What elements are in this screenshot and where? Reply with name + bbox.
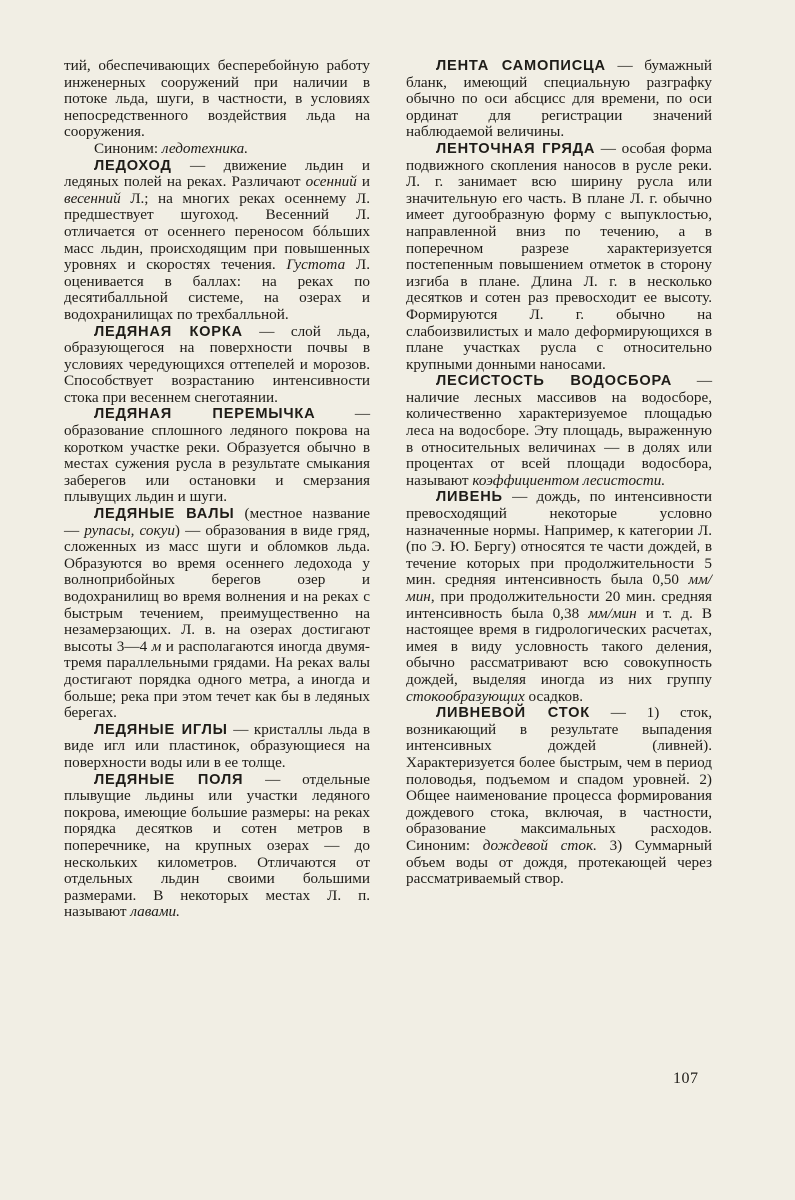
entry-ledyanye-polya: ЛЕДЯНЫЕ ПОЛЯ — отдельные плывущие льдины или участки ледяного покрова, имеющие большие размеры: на реках порядка десятков и сотен метров в поперечнике, на крупных озерах — до нескольких километров. Отличаются от отдельных льдин своими большими размерами. В некоторых местах Л. п. называют лавами. bbox=[64, 770, 370, 921]
entry-lentochnaya-gryada: ЛЕНТОЧНАЯ ГРЯДА — особая форма подвижного скопления наносов в русле реки. Л. г. занимает всю ширину русла или значительную его часть. В плане Л. г. обычно имеет дугообразную форму с выпуклостью, направленной вниз по течению, а в поперечном разрезе характеризуется постепенным повышением отметок в сторону изгиба в плане. Длина Л. г. в несколько десятков и сотен раз превосходит ее высоту. Формируются Л. г. обычно на слабоизвилистых и мало деформирующихся в плане участках русла с относительно крупными донными наносами. bbox=[406, 139, 712, 373]
entry-term: ЛЕСИСТОСТЬ ВОДОСБОРА bbox=[436, 373, 673, 390]
entry-ledyanaya-korka: ЛЕДЯНАЯ КОРКА — слой льда, образующегося на поверхности почвы в условиях чередующихся оттепелей и морозов. Способствует возрастанию интенсивности стока при весеннем снеготаянии. bbox=[64, 322, 371, 406]
entry-ledyanye-valy: ЛЕДЯНЫЕ ВАЛЫ (местное название — рупасы, сокуи) — образования в виде гряд, сложенных из масс шуги и обломков льда. Образуются во время осеннего ледохода у волноприбойных берегов озер и водохранилищ во время волнения и на реках с быстрым течением, преимущественно на незамерзающих. Л. в. на озерах достигают высоты 3—4 м и располагаются иногда двумя-тремя параллельными грядами. На реках валы достигают порядка одного метра, а иногда и больше; река при этом течет как бы в ледяных берегах. bbox=[64, 505, 371, 722]
entry-liven: ЛИВЕНЬ — дождь, по интенсивности превосходящий некоторые условно назначенные нормы. Например, к категории Л. (по Э. Ю. Бергу) относятся те части дождей, в течение которых при продолжительности 5 мин. средняя интенсивность была 0,50 мм/мин, при продолжительности 20 мин. средняя интенсивность была 0,38 мм/мин и т. д. В настоящее время в гидрологических расчетах, имея в виду условность такого деления, обычно рассматривают всю совокупность дождей, выделяя иногда из них группу стокообразующих осадков. bbox=[406, 488, 712, 705]
synonym-line: Синоним: ледотехника. bbox=[94, 139, 249, 157]
entry-term: ЛИВЕНЬ bbox=[436, 489, 503, 506]
entry-lesistost-vodosbora: ЛЕСИСТОСТЬ ВОДОСБОРА — наличие лесных массивов на водосборе, количественно характеризуемое площадью леса на водосборе. Эту площадь, выраженную в относительных величинах — в долях или процентах от всей площади водосбора, называют коэффициентом лесистости. bbox=[406, 372, 712, 489]
entry-term: ЛЕДЯНАЯ ПЕРЕМЫЧКА bbox=[94, 406, 316, 423]
right-column bbox=[406, 58, 712, 888]
entry-term: ЛЕДЯНАЯ КОРКА bbox=[94, 323, 243, 340]
entry-term: ЛЕДОХОД bbox=[94, 157, 172, 174]
left-column bbox=[64, 58, 370, 921]
page-number: 107 bbox=[673, 1070, 699, 1087]
entry-term: ЛЕДЯНЫЕ ПОЛЯ bbox=[94, 771, 244, 788]
entry-term: ЛЕДЯНЫЕ ИГЛЫ bbox=[94, 721, 228, 738]
continued-paragraph: тий, обеспечивающих бесперебойную работу инженерных сооружений при наличии в потоке льда, шуги, в частности, в условиях непосредственного воздействия льда на сооружения. bbox=[64, 57, 370, 141]
entry-livnevoy-stok: ЛИВНЕВОЙ СТОК — 1) сток, возникающий в результате выпадения интенсивных дождей (ливней). Характеризуется более быстрым, чем в период половодья, подъемом и спадом уровней. 2) Общее наименование процесса формирования дождевого стока, включая, в частности, образование максимальных расходов. Синоним: дождевой сток. 3) Суммарный объем воды от дождя, протекающей через рассматриваемый створ. bbox=[406, 704, 712, 888]
entry-term: ЛЕДЯНЫЕ ВАЛЫ bbox=[94, 506, 235, 523]
entry-ledyanaya-peremychka: ЛЕДЯНАЯ ПЕРЕМЫЧКА — образование сплошного ледяного покрова на коротком участке реки. Образуется обычно в местах сужения русла в результате смыкания заберегов или остановки и смерзания плывущих льдин и шуги. bbox=[64, 405, 370, 506]
entry-ledyanye-igly: ЛЕДЯНЫЕ ИГЛЫ — кристаллы льда в виде игл или пластинок, образующиеся на поверхности воды или в ее толще. bbox=[64, 720, 370, 771]
entry-ledokhod: ЛЕДОХОД — движение льдин и ледяных полей на реках. Различают осенний и весенний Л.; на многих реках осеннему Л. предшествует шугоход. Весенний Л. отличается от осеннего переносом бóльших масс льдин, происходящим при повышенных уровнях и скоростях течения. Густота Л. оценивается в баллах: на реках по десятибалльной системе, на озерах и водохранилищах по трехбалльной. bbox=[64, 156, 371, 323]
entry-lenta-samopisca: ЛЕНТА САМОПИСЦА — бумажный бланк, имеющий специальную разграфку обычно по оси абсцисс для времени, по оси ординат для регистрации значений наблюдаемой величины. bbox=[406, 57, 712, 141]
entry-term: ЛЕНТА САМОПИСЦА bbox=[436, 58, 606, 74]
entry-term: ЛИВНЕВОЙ СТОК bbox=[436, 705, 590, 722]
entry-term: ЛЕНТОЧНАЯ ГРЯДА bbox=[436, 140, 596, 157]
